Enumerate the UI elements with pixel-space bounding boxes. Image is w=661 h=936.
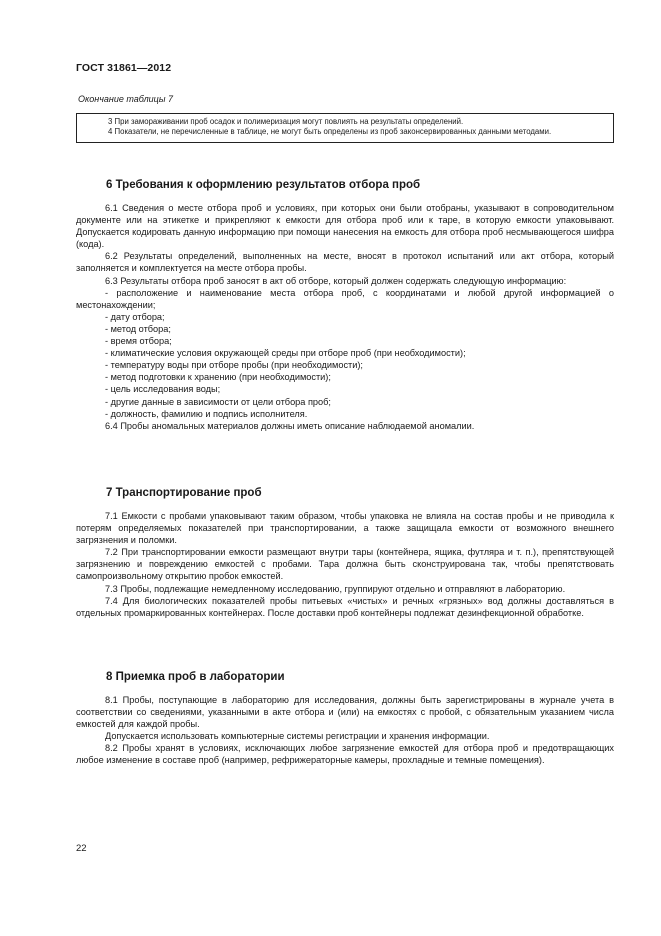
section-6-heading: 6 Требования к оформлению результатов отбора проб — [106, 179, 421, 191]
section-8 — [76, 670, 614, 767]
paragraph-6-2: 6.2 Результаты определений, выполненных на месте, вносят в протокол испытаний или акт отбора, который заполняется и комплектуется на месте отбора пробы. — [76, 251, 614, 274]
paragraph-7-3: 7.3 Пробы, подлежащие немедленному исследованию, группируют отдельно и отправляют в лабораторию. — [105, 583, 566, 594]
paragraph-8-1: 8.1 Пробы, поступающие в лабораторию для исследования, должны быть зарегистрированы в журнале учета в соответствии со сведениями, указанными в акте отбора и (или) на емкостях с пробой, с обязательным указанием числа емкостей для каждой пробы. — [76, 695, 614, 730]
list-item: - цель исследования воды; — [105, 384, 221, 395]
list-item: - температуру воды при отборе пробы (при необходимости); — [105, 360, 363, 371]
list-item: - другие данные в зависимости от цели отбора проб; — [105, 396, 331, 407]
page-number: 22 — [76, 843, 87, 854]
standard-header: ГОСТ 31861—2012 — [76, 62, 172, 74]
section-6 — [76, 178, 614, 432]
section-7-heading: 7 Транспортирование проб — [106, 487, 262, 499]
table-note-3: 3 При замораживании проб осадок и полимеризация могут повлиять на результаты определений. — [108, 117, 464, 126]
section-8-heading: 8 Приемка проб в лаборатории — [106, 671, 285, 683]
paragraph-7-2: 7.2 При транспортировании емкости размещают внутри тары (контейнера, ящика, футляра и т. п.), препятствующей загрязнению и повреждению емкостей с пробами. Тара должна быть сконструирована так, чтобы препятствовать самопроизвольному открытию пробок емкостей. — [76, 547, 614, 582]
list-item: - время отбора; — [105, 336, 172, 347]
list-item: - дату отбора; — [105, 311, 165, 322]
paragraph-7-4: 7.4 Для биологических показателей пробы питьевых «чистых» и речных «грязных» вод должны доставляться в отдельных промаркированных контейнерах. После доставки проб контейнеры подлежат дезинфекционной обработке. — [76, 595, 614, 618]
paragraph-6-1: 6.1 Сведения о месте отбора проб и условиях, при которых они были отобраны, указывают в сопроводительном документе или на этикетке и прикрепляют к емкости для отбора проб или к таре, в которую емкости упаковывают. Допускается кодировать данную информацию при помощи нанесения на емкость для отбора проб несмывающегося шифра (кода). — [76, 203, 614, 250]
paragraph-8-1-note: Допускается использовать компьютерные системы регистрации и хранения информации. — [105, 731, 490, 742]
table-note-4: 4 Показатели, не перечисленные в таблице, не могут быть определены из проб законсервированных данными методами. — [108, 127, 552, 136]
paragraph-6-4: 6.4 Пробы аномальных материалов должны иметь описание наблюдаемой аномалии. — [105, 420, 475, 431]
list-item: - расположение и наименование места отбора проб, с координатами и любой другой информацией о местонахождении; — [76, 287, 614, 310]
paragraph-7-1: 7.1 Емкости с пробами упаковывают таким образом, чтобы упаковка не влияла на состав пробы и не приводила к потерям определяемых показателей при транспортировании, а также защищала емкости от возможного внешнего загрязнения и поломки. — [76, 511, 614, 546]
list-item: - метод отбора; — [105, 323, 171, 334]
section-7 — [76, 486, 614, 619]
list-item: - климатические условия окружающей среды при отборе проб (при необходимости); — [105, 348, 466, 359]
list-item: - метод подготовки к хранению (при необходимости); — [105, 372, 331, 383]
table-notes-box — [76, 113, 614, 143]
paragraph-8-2: 8.2 Пробы хранят в условиях, исключающих любое загрязнение емкостей для отбора проб и предотвращающих любое изменение в составе проб (например, рефрижераторные камеры, прохладные и темные помещения). — [76, 743, 614, 766]
paragraph-6-3: 6.3 Результаты отбора проб заносят в акт об отборе, который должен содержать следующую информацию: — [105, 275, 567, 286]
table-continuation-note: Окончание таблицы 7 — [78, 94, 173, 104]
list-item: - должность, фамилию и подпись исполнителя. — [105, 408, 308, 419]
